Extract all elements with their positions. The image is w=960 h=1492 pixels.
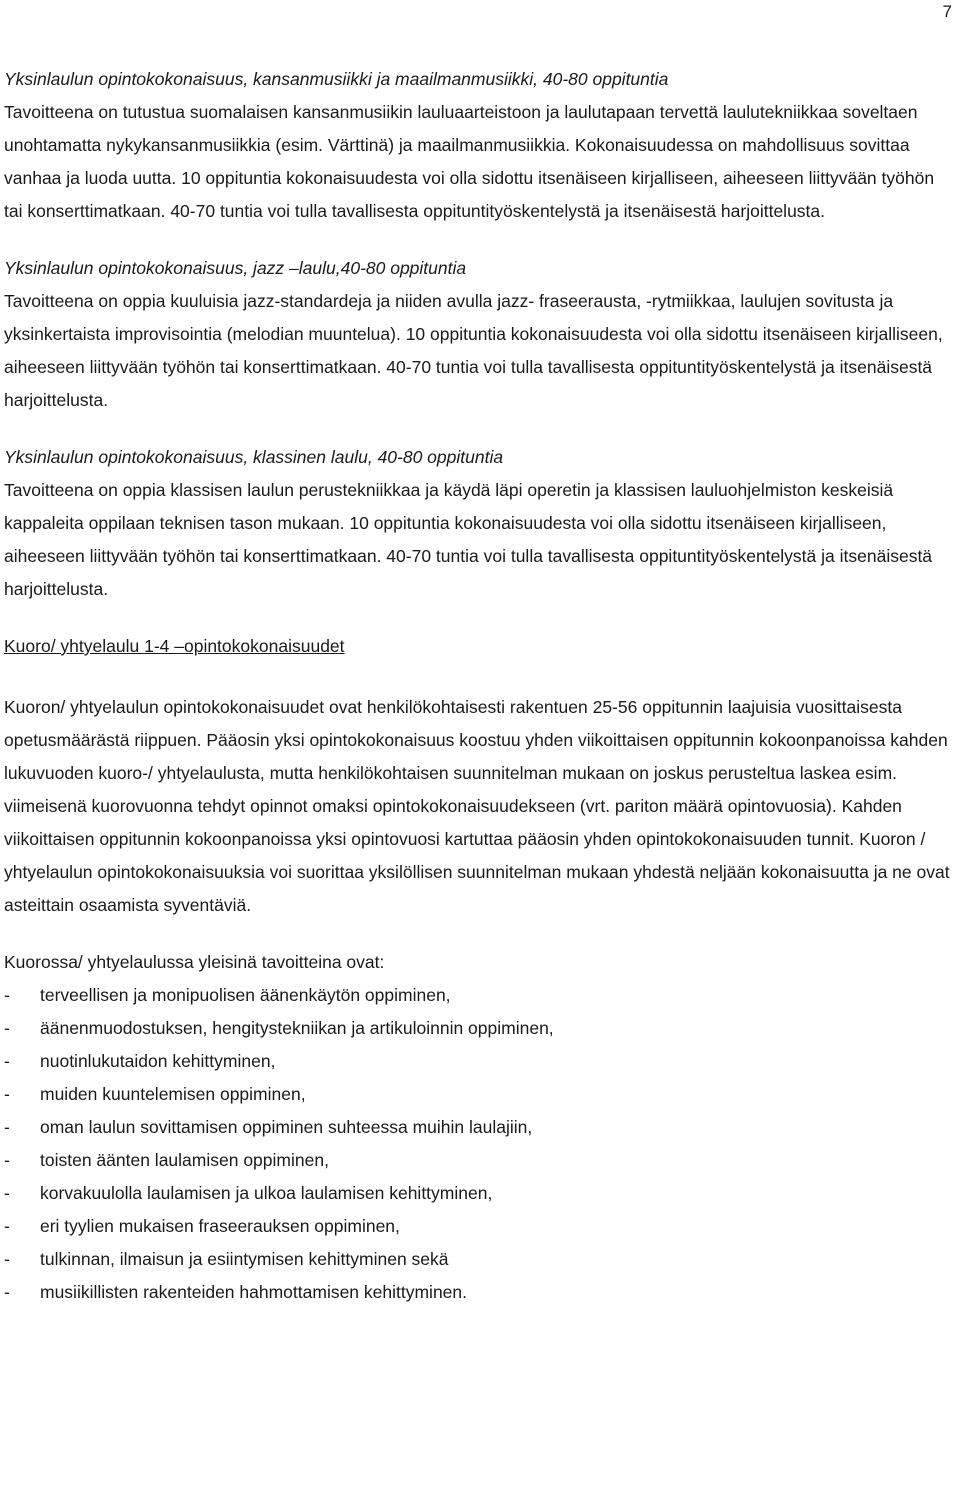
list-item-text: terveellisen ja monipuolisen äänenkäytön oppiminen,: [40, 985, 451, 1005]
list-item-text: eri tyylien mukaisen fraseerauksen oppiminen,: [40, 1216, 400, 1236]
choir-section-body: Kuoron/ yhtyelaulun opintokokonaisuudet ovat henkilökohtaisesti rakentuen 25-56 oppitunnin laajuisia vuosittaisesta opetusmäärästä riippuen. Pääosin yksi opintokokonaisuus koostuu yhden viikoittaisen oppitunnin kokoonpanoissa kahden lukuvuoden kuoro-/ yhtyelaulusta, mutta henkilökohtaisen suunnitelman mukaan on joskus perusteltua laskea esim. viimeisenä kuorovuonna tehdyt opinnot omaksi opintokokonaisuudekseen (vrt. pariton määrä opintovuosia). Kahden viikoittaisen oppitunnin kokoonpanoissa yksi opintovuosi kartuttaa pääosin yhden opintokokonaisuuden tunnit. Kuoron / yhtyelaulun opintokokonaisuuksia voi suorittaa yksilöllisen suunnitelman mukaan yhdestä neljään kokonaisuutta ja ne ovat asteittain osaamista syventäviä.: [4, 697, 950, 915]
list-item: [4, 1078, 950, 1111]
list-bullet: -: [4, 1084, 10, 1104]
list-item-text: toisten äänten laulamisen oppiminen,: [40, 1150, 329, 1170]
section-body-classical: Tavoitteena on oppia klassisen laulun perustekniikkaa ja käydä läpi operetin ja klassisen lauluohjelmiston keskeisiä kappaleita oppilaan teknisen tason mukaan. 10 oppituntia kokonaisuudesta voi olla sidottu itsenäiseen kirjalliseen, aiheeseen liittyvään työhön tai konserttimatkaan. 40-70 tuntia voi tulla tavallisesta oppituntityöskentelystä ja itsenäisestä harjoittelusta.: [4, 480, 933, 599]
section-heading-folk: Yksinlaulun opintokokonaisuus, kansanmusiikki ja maailmanmusiikki, 40-80 oppituntia: [4, 69, 669, 89]
list-item: [4, 1210, 950, 1243]
spacer: [4, 606, 950, 630]
list-bullet: -: [4, 1216, 10, 1236]
document-body: [4, 63, 950, 1309]
section-heading-classical: Yksinlaulun opintokokonaisuus, klassinen laulu, 40-80 oppituntia: [4, 447, 504, 467]
list-bullet: -: [4, 1183, 10, 1203]
list-bullet: -: [4, 1018, 10, 1038]
list-item: [4, 1012, 950, 1045]
list-bullet: -: [4, 1282, 10, 1302]
list-bullet: -: [4, 1051, 10, 1071]
list-item-text: musiikillisten rakenteiden hahmottamisen kehittyminen.: [40, 1282, 468, 1302]
list-item: [4, 1144, 950, 1177]
list-item-text: muiden kuuntelemisen oppiminen,: [40, 1084, 306, 1104]
list-item: [4, 1177, 950, 1210]
spacer: [4, 228, 950, 252]
list-item-text: tulkinnan, ilmaisun ja esiintymisen kehittyminen sekä: [40, 1249, 449, 1269]
section-jazz-singing: [4, 252, 950, 417]
list-bullet: -: [4, 1249, 10, 1269]
choir-section-title: Kuoro/ yhtyelaulu 1-4 –opintokokonaisuudet: [4, 636, 345, 656]
list-bullet: -: [4, 1150, 10, 1170]
list-item-text: korvakuulolla laulamisen ja ulkoa laulamisen kehittyminen,: [40, 1183, 493, 1203]
list-item: [4, 1276, 950, 1309]
section-body-jazz: Tavoitteena on oppia kuuluisia jazz-standardeja ja niiden avulla jazz- fraseerausta, -rytmiikkaa, laulujen sovitusta ja yksinkertaista improvisointia (melodian muuntelua). 10 oppituntia kokonaisuudesta voi olla sidottu itsenäiseen kirjalliseen, aiheeseen liittyvään työhön tai konserttimatkaan. 40-70 tuntia voi tulla tavallisesta oppituntityöskentelystä ja itsenäisestä harjoittelusta.: [4, 291, 943, 410]
section-heading-jazz: Yksinlaulun opintokokonaisuus, jazz –laulu,40-80 oppituntia: [4, 258, 467, 278]
spacer: [4, 663, 950, 691]
list-item: [4, 1045, 950, 1078]
section-folk-singing: [4, 63, 950, 228]
list-bullet: -: [4, 1117, 10, 1137]
section-body-folk: Tavoitteena on tutustua suomalaisen kansanmusiikin lauluaarteistoon ja laulutapaan tervettä laulutekniikkaa soveltaen unohtamatta nykykansanmusiikkia (esim. Värttinä) ja maailmanmusiikkia. Kokonaisuudessa on mahdollisuus sovittaa vanhaa ja luoda uutta. 10 oppituntia kokonaisuudesta voi olla sidottu itsenäiseen kirjalliseen, aiheeseen liittyvään työhön tai konserttimatkaan. 40-70 tuntia voi tulla tavallisesta oppituntityöskentelystä ja itsenäisestä harjoittelusta.: [4, 102, 935, 221]
spacer: [4, 417, 950, 441]
page-number: 7: [942, 2, 952, 21]
list-item: [4, 979, 950, 1012]
choir-goals-list: [4, 979, 950, 1309]
spacer: [4, 922, 950, 946]
list-item: [4, 1111, 950, 1144]
list-item-text: oman laulun sovittamisen oppiminen suhteessa muihin laulajiin,: [40, 1117, 533, 1137]
choir-goals-intro: Kuorossa/ yhtyelaulussa yleisinä tavoitteina ovat:: [4, 952, 385, 972]
list-bullet: -: [4, 985, 10, 1005]
list-item-text: nuotinlukutaidon kehittyminen,: [40, 1051, 276, 1071]
section-classical-singing: [4, 441, 950, 606]
list-item-text: äänenmuodostuksen, hengitystekniikan ja artikuloinnin oppiminen,: [40, 1018, 554, 1038]
list-item: [4, 1243, 950, 1276]
